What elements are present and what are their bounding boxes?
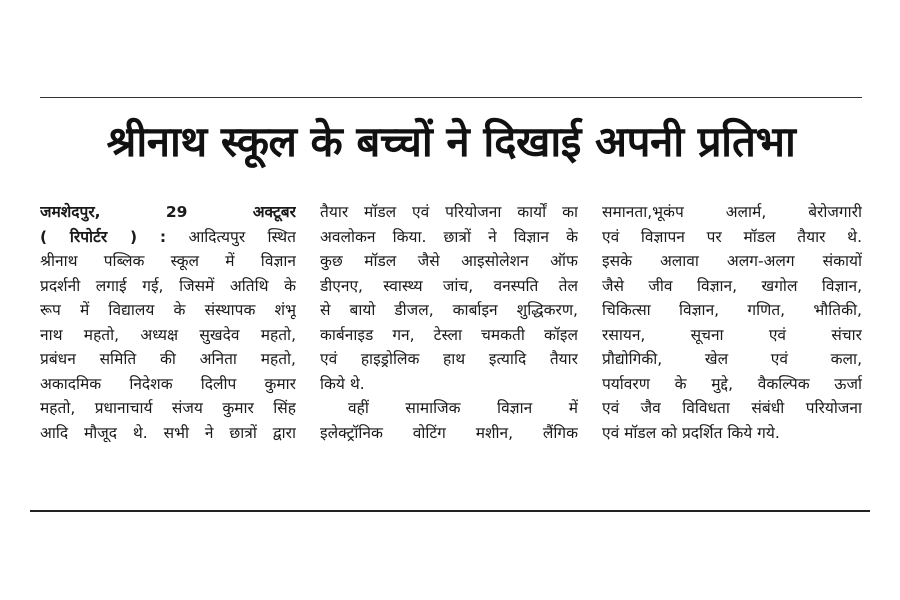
body-line: अकादमिक निदेशक दिलीप कुमार [40,374,296,393]
body-line: तैयार मॉडल एवं परियोजना कार्यों का [320,203,578,221]
body-line: प्रबंधन समिति की अनिता महतो, [40,350,296,368]
top-rule [40,97,862,98]
body-line: से बायो डीजल, कार्बाइन शुद्धिकरण, [320,301,578,319]
body-line: नाथ महतो, अध्यक्ष सुखदेव महतो, [40,325,296,344]
body-line: प्रौद्योगिकी, खेल एवं कला, [602,350,862,368]
article-column-3 [602,200,862,445]
body-line: एवं हाइड्रोलिक हाथ इत्यादि तैयार [320,350,578,368]
paragraph-start-line: वहीं सामाजिक विज्ञान में [348,399,578,417]
body-line: इसके अलावा अलग-अलग संकायों [602,252,862,270]
body-line: पर्यावरण के मुद्दे, वैकल्पिक ऊर्जा [602,374,862,393]
dateline-reporter-line [40,225,296,250]
body-line: एवं मॉडल को प्रदर्शित किये गये. [602,423,780,442]
body-line: समानता,भूकंप अलार्म, बेरोजगारी [602,203,862,221]
body-line: किये थे. [320,374,365,393]
body-line: चिकित्सा विज्ञान, गणित, भौतिकी, [602,301,862,319]
body-line: कुछ मॉडल जैसे आइसोलेशन ऑफ [320,252,578,270]
body-line: प्रदर्शनी लगाई गई, जिसमें अतिथि के [40,276,296,295]
body-line: आदित्यपुर स्थित [188,227,296,246]
body-line: जैसे जीव विज्ञान, खगोल विज्ञान, [602,276,862,295]
body-line: अवलोकन किया. छात्रों ने विज्ञान के [320,227,578,246]
headline: श्रीनाथ स्कूल के बच्चों ने दिखाई अपनी प्रतिभा [106,117,796,166]
body-line: कार्बनाइड गन, टेस्ला चमकती कॉइल [320,325,578,344]
body-line: एवं जैव विविधता संबंधी परियोजना [602,399,862,417]
body-line: रूप में विद्यालय के संस्थापक शंभू [40,301,296,319]
article-column-2 [320,200,578,445]
body-line: इलेक्ट्रॉनिक वोटिंग मशीन, लैंगिक [320,423,578,442]
body-line: एवं विज्ञापन पर मॉडल तैयार थे. [602,227,862,246]
body-line: आदि मौजूद थे. सभी ने छात्रों द्वारा [40,423,296,442]
bottom-rule [30,510,870,512]
article-column-1 [40,200,296,445]
body-line: महतो, प्रधानाचार्य संजय कुमार सिंह [40,399,296,417]
body-line: श्रीनाथ पब्लिक स्कूल में विज्ञान [40,252,296,270]
reporter-tag: ( रिपोर्टर ) : [40,227,167,246]
dateline: जमशेदपुर, 29 अक्टूबर [40,203,296,221]
body-line: रसायन, सूचना एवं संचार [602,325,862,344]
body-line: डीएनए, स्वास्थ्य जांच, वनस्पति तेल [320,276,578,295]
